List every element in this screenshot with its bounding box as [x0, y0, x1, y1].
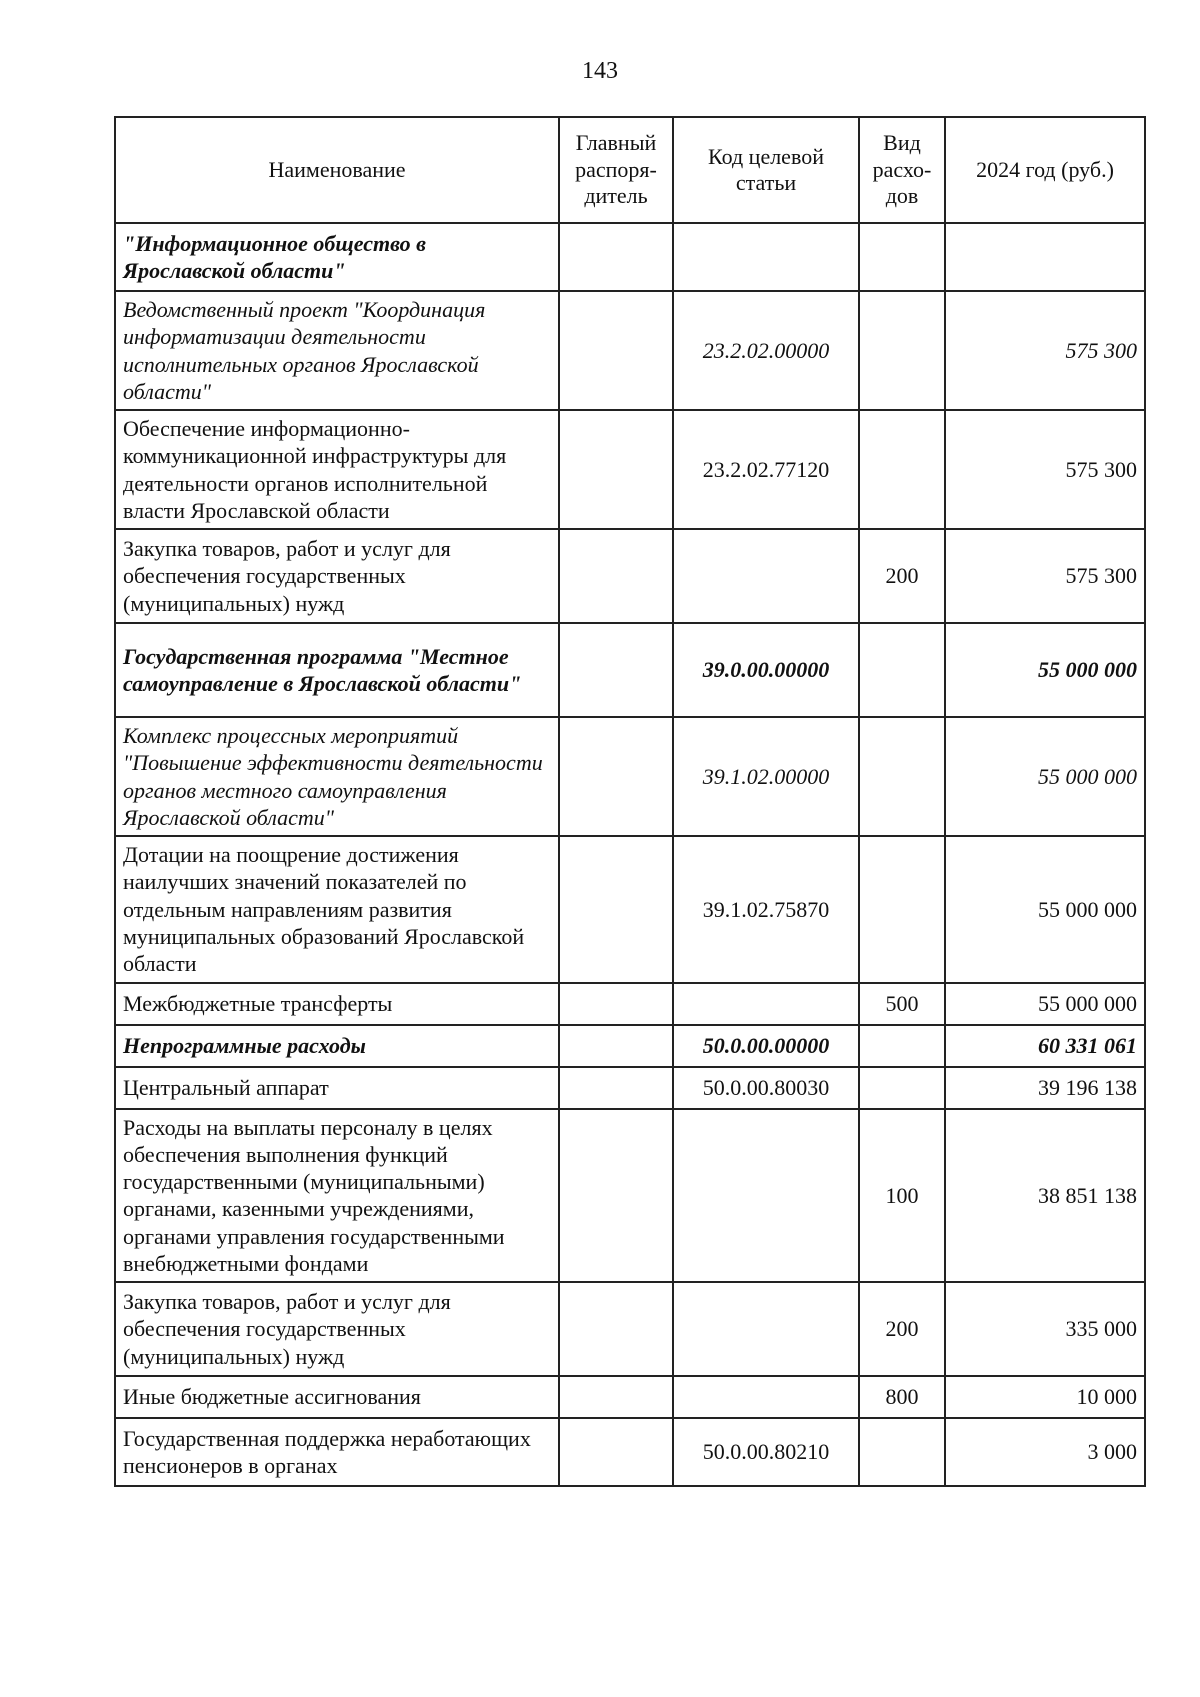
cell-main-manager [559, 410, 673, 529]
table-row [115, 1376, 1145, 1418]
table-body [115, 223, 1145, 1486]
cell-target-code: 50.0.00.00000 [673, 1025, 859, 1067]
table-row [115, 1025, 1145, 1067]
cell-amount [945, 223, 1145, 291]
cell-expense-type [859, 836, 945, 982]
cell-target-code [673, 529, 859, 623]
cell-name: "Информационное общество в Ярославской области" [115, 223, 559, 291]
page-number: 143 [582, 58, 618, 84]
cell-amount: 10 000 [945, 1376, 1145, 1418]
cell-name: Государственная поддержка неработающих пенсионеров в органах [115, 1418, 559, 1486]
cell-main-manager [559, 1282, 673, 1376]
cell-name: Иные бюджетные ассигнования [115, 1376, 559, 1418]
cell-target-code [673, 1109, 859, 1283]
cell-main-manager [559, 836, 673, 982]
budget-table [114, 116, 1146, 1487]
table-row [115, 291, 1145, 410]
cell-expense-type: 800 [859, 1376, 945, 1418]
table-row [115, 1418, 1145, 1486]
cell-target-code: 50.0.00.80210 [673, 1418, 859, 1486]
cell-main-manager [559, 291, 673, 410]
cell-name: Межбюджетные трансферты [115, 983, 559, 1025]
cell-name: Закупка товаров, работ и услуг для обеспечения государственных (муниципальных) нужд [115, 529, 559, 623]
cell-target-code: 39.1.02.75870 [673, 836, 859, 982]
cell-expense-type: 200 [859, 529, 945, 623]
cell-main-manager [559, 223, 673, 291]
table-row [115, 836, 1145, 982]
cell-name: Непрограммные расходы [115, 1025, 559, 1067]
cell-main-manager [559, 1109, 673, 1283]
cell-name: Закупка товаров, работ и услуг для обеспечения государственных (муниципальных) нужд [115, 1282, 559, 1376]
cell-expense-type [859, 223, 945, 291]
cell-target-code: 39.1.02.00000 [673, 717, 859, 836]
header-main-manager: Главный распоря-дитель [559, 117, 673, 223]
cell-target-code [673, 1282, 859, 1376]
cell-main-manager [559, 623, 673, 717]
cell-main-manager [559, 529, 673, 623]
cell-expense-type [859, 1418, 945, 1486]
cell-target-code: 50.0.00.80030 [673, 1067, 859, 1109]
cell-amount: 575 300 [945, 291, 1145, 410]
cell-amount: 575 300 [945, 529, 1145, 623]
cell-target-code [673, 1376, 859, 1418]
cell-main-manager [559, 983, 673, 1025]
cell-amount: 3 000 [945, 1418, 1145, 1486]
cell-expense-type [859, 291, 945, 410]
cell-name: Комплекс процессных мероприятий "Повышение эффективности деятельности органов местного самоуправления Ярославской области" [115, 717, 559, 836]
cell-amount: 55 000 000 [945, 717, 1145, 836]
cell-main-manager [559, 717, 673, 836]
cell-amount: 39 196 138 [945, 1067, 1145, 1109]
header-name: Наименование [115, 117, 559, 223]
table-row [115, 410, 1145, 529]
cell-name: Центральный аппарат [115, 1067, 559, 1109]
cell-expense-type [859, 623, 945, 717]
table-row [115, 223, 1145, 291]
cell-main-manager [559, 1025, 673, 1067]
header-expense-type: Вид расхо-дов [859, 117, 945, 223]
header-target-code: Код целевой статьи [673, 117, 859, 223]
cell-name: Дотации на поощрение достижения наилучших значений показателей по отдельным направлениям развития муниципальных образований Ярославской области [115, 836, 559, 982]
table-row [115, 717, 1145, 836]
table-header-row [115, 117, 1145, 223]
cell-target-code: 23.2.02.00000 [673, 291, 859, 410]
cell-main-manager [559, 1067, 673, 1109]
cell-expense-type [859, 1067, 945, 1109]
header-amount: 2024 год (руб.) [945, 117, 1145, 223]
cell-target-code: 23.2.02.77120 [673, 410, 859, 529]
cell-main-manager [559, 1418, 673, 1486]
cell-target-code: 39.0.00.00000 [673, 623, 859, 717]
cell-name: Расходы на выплаты персоналу в целях обеспечения выполнения функций государственными (муниципальными) органами, казенными учреждениями, органами управления государственными внебюджетными фондами [115, 1109, 559, 1283]
table-row [115, 1067, 1145, 1109]
cell-expense-type: 200 [859, 1282, 945, 1376]
cell-expense-type [859, 717, 945, 836]
table-row [115, 623, 1145, 717]
cell-amount: 55 000 000 [945, 983, 1145, 1025]
cell-name: Государственная программа "Местное самоуправление в Ярославской области" [115, 623, 559, 717]
cell-amount: 575 300 [945, 410, 1145, 529]
cell-amount: 335 000 [945, 1282, 1145, 1376]
cell-target-code [673, 983, 859, 1025]
cell-main-manager [559, 1376, 673, 1418]
cell-amount: 38 851 138 [945, 1109, 1145, 1283]
cell-expense-type: 500 [859, 983, 945, 1025]
cell-expense-type: 100 [859, 1109, 945, 1283]
cell-amount: 55 000 000 [945, 623, 1145, 717]
cell-name: Обеспечение информационно-коммуникационной инфраструктуры для деятельности органов исполнительной власти Ярославской области [115, 410, 559, 529]
table-row [115, 983, 1145, 1025]
table-row [115, 529, 1145, 623]
cell-amount: 55 000 000 [945, 836, 1145, 982]
cell-name: Ведомственный проект "Координация информатизации деятельности исполнительных органов Ярославской области" [115, 291, 559, 410]
cell-expense-type [859, 410, 945, 529]
cell-expense-type [859, 1025, 945, 1067]
table-row [115, 1282, 1145, 1376]
cell-target-code [673, 223, 859, 291]
table-row [115, 1109, 1145, 1283]
cell-amount: 60 331 061 [945, 1025, 1145, 1067]
